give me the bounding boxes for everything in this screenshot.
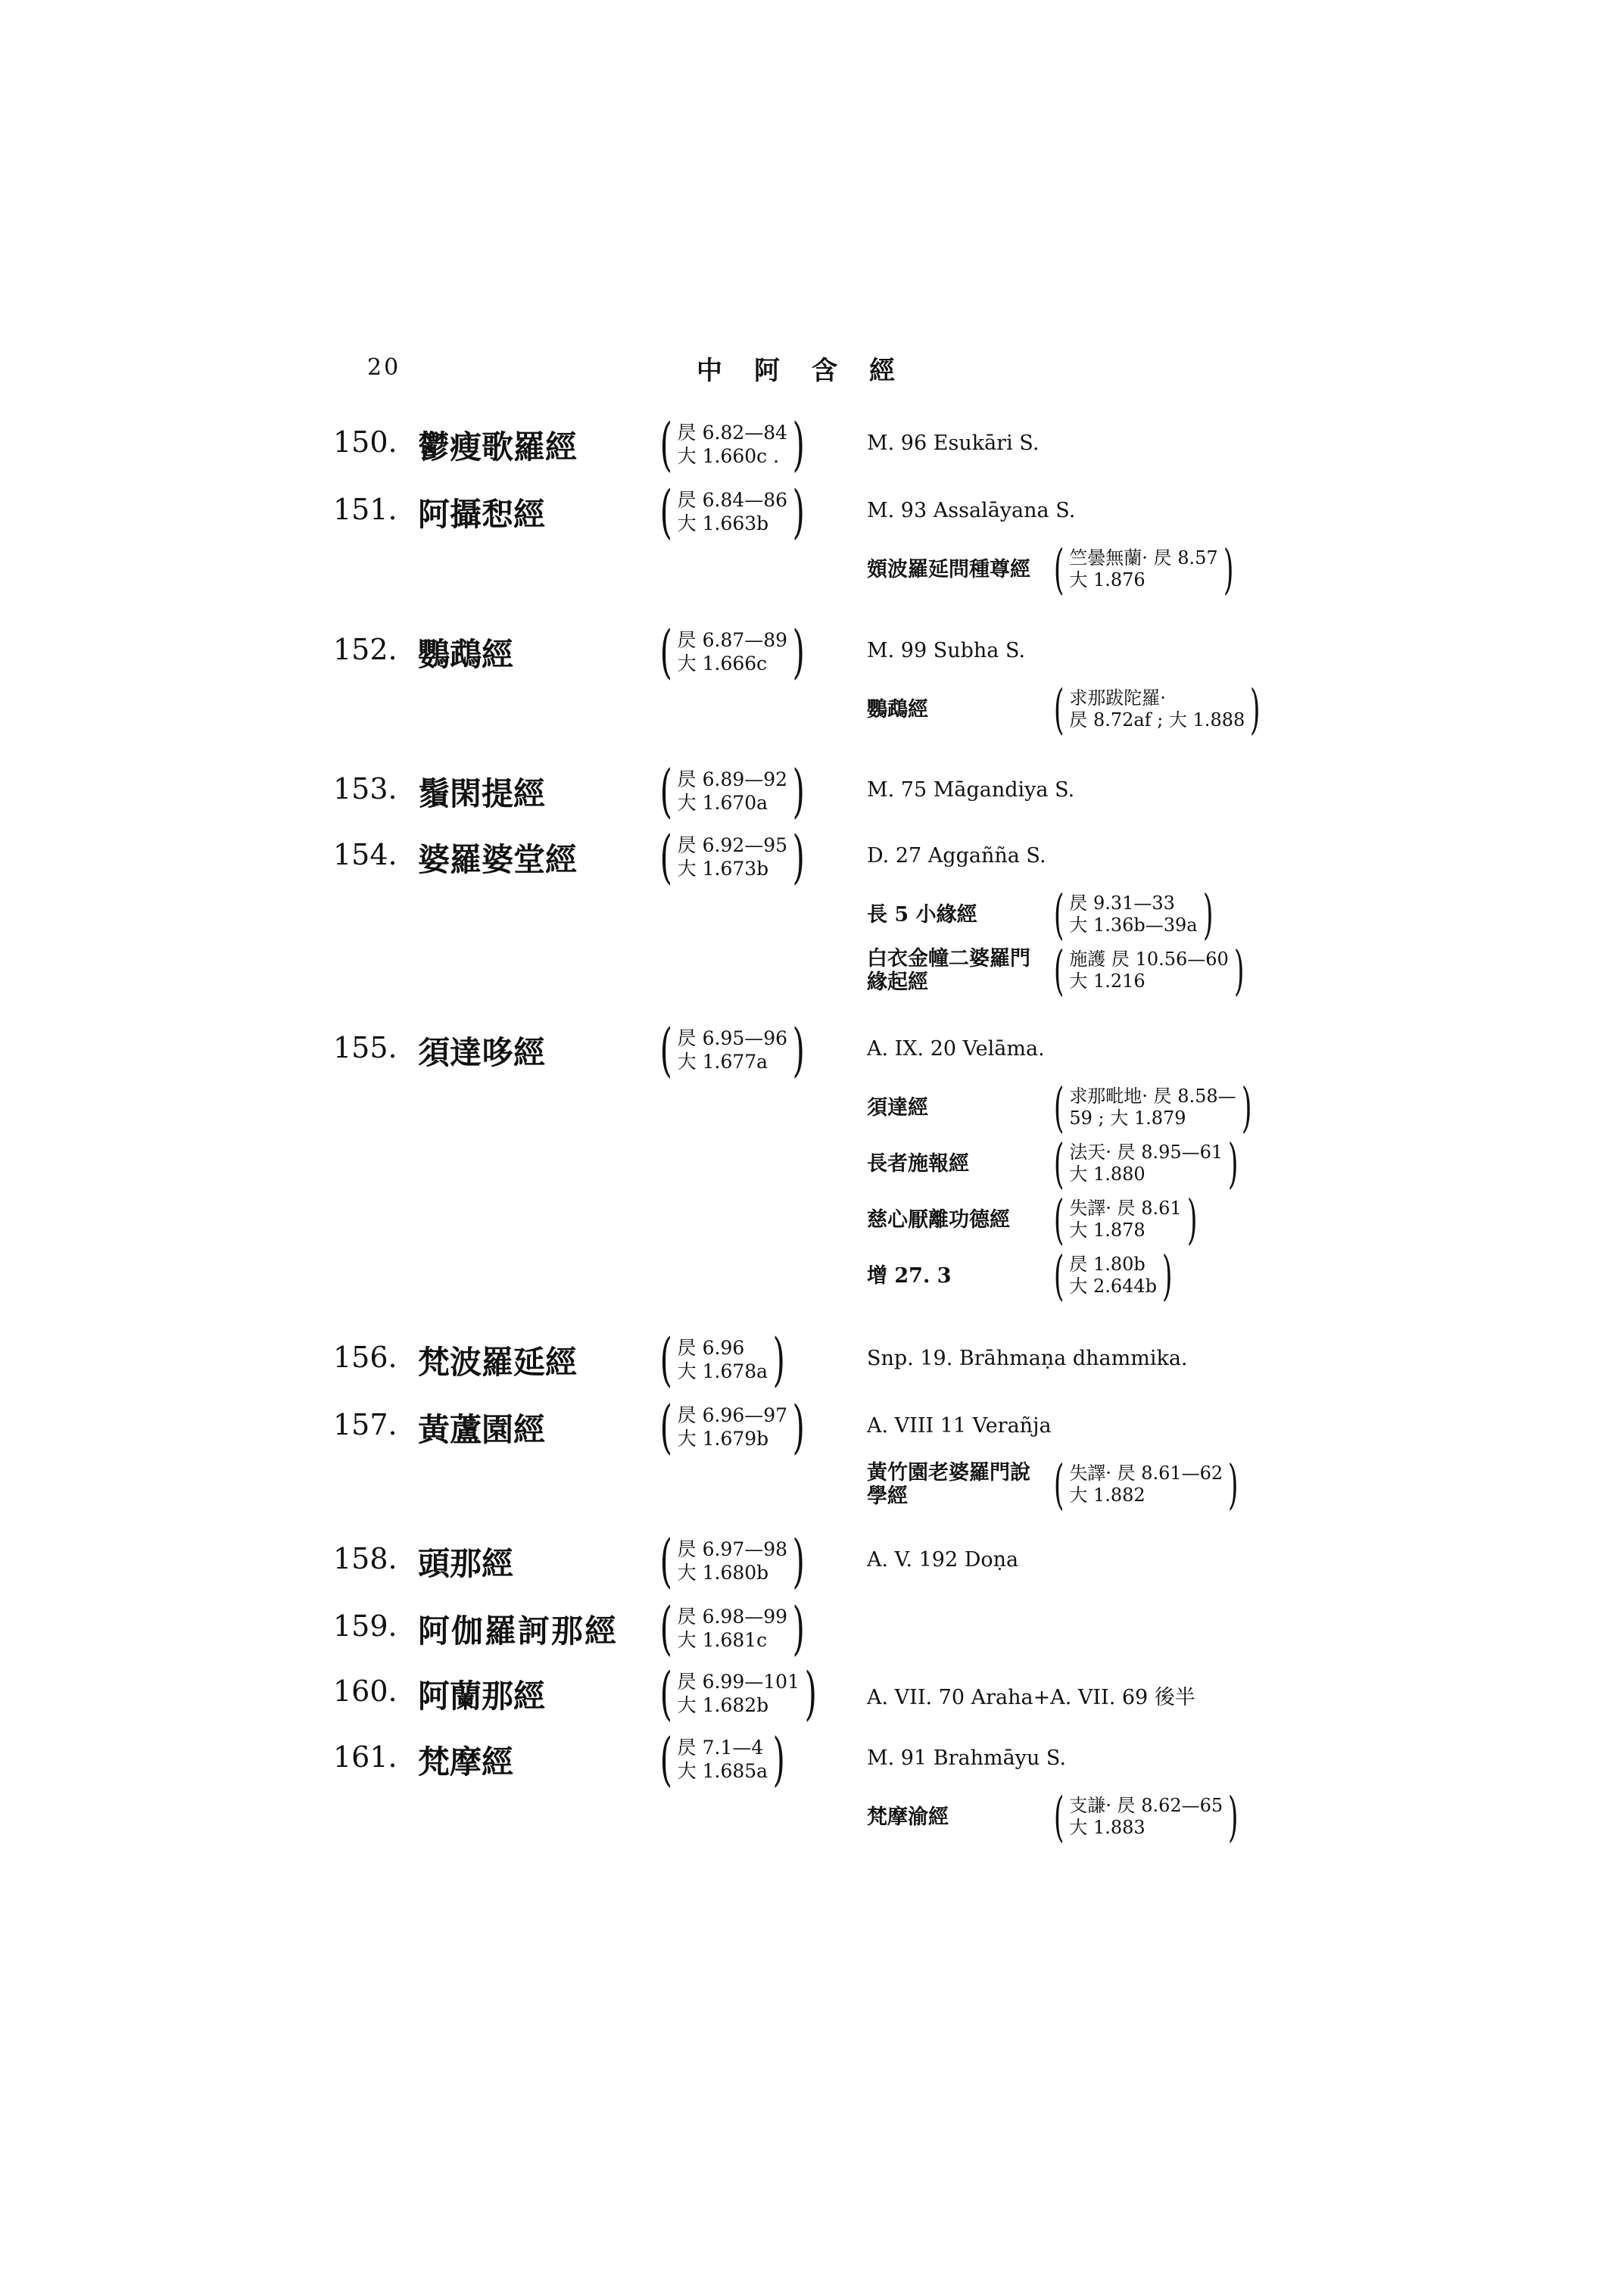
chinese-parallel: 黃竹園老婆羅門說學經 ( 失譯· 昃 8.61—62 大 1.882 ) [867, 1453, 1239, 1516]
ref-line: 失譯· 昃 8.61 [1069, 1198, 1182, 1219]
entry-number: 150. [333, 425, 397, 459]
ref-line: 大 1.880 [1069, 1164, 1146, 1185]
ref-line: 大 1.679b [677, 1428, 769, 1450]
parallel-title: 鸚鵡經 [867, 697, 928, 721]
entry-title: 頭那經 [418, 1545, 514, 1582]
entry-number: 158. [333, 1542, 397, 1575]
ref-line: 昃 7.1—4 [677, 1737, 764, 1759]
entry-references: ( 昃 6.99—101 大 1.682b ) [659, 1659, 817, 1727]
ref-line: 昃 6.95—96 [677, 1027, 788, 1049]
ref-line: 大 1.677a [677, 1051, 768, 1073]
sutra-entry [333, 1527, 1333, 1594]
parallel-title: 慈心厭離功德經 [867, 1207, 1010, 1232]
pali-parallel: A. IX. 20 Velāma. [867, 1037, 1045, 1061]
parallel-title: 長 5 小緣經 [867, 902, 977, 927]
pali-parallel: D. 27 Aggañña S. [867, 844, 1046, 868]
pali-parallel: M. 96 Esukāri S. [867, 431, 1040, 455]
parallel-title: 須達經 [867, 1095, 928, 1120]
entry-number: 154. [333, 838, 397, 871]
entry-main-row [333, 410, 1333, 478]
entry-references: ( 昃 6.82—84 大 1.660c . ) [659, 410, 806, 478]
entry-title: 須達哆經 [418, 1034, 546, 1071]
entry-main-row [333, 757, 1333, 824]
chinese-parallel: 須達經 ( 求那毗地· 昃 8.58— 59 ; 大 1.879 ) [867, 1076, 1252, 1139]
ref-line: 昃 6.82—84 [677, 422, 788, 444]
entry-references: ( 昃 6.96—97 大 1.679b ) [659, 1393, 806, 1460]
entry-title: 婆羅婆堂經 [418, 841, 578, 878]
entry-title: 阿伽羅訶那經 [418, 1612, 619, 1650]
entry-title: 黃蘆園經 [418, 1411, 546, 1448]
entry-references: ( 昃 7.1—4 大 1.685a ) [659, 1725, 786, 1793]
pali-parallel: M. 93 Assalāyana S. [867, 499, 1076, 522]
ref-line: 昃 8.72af ; 大 1.888 [1069, 709, 1245, 731]
entry-main-row [333, 823, 1333, 890]
ref-line: 支謙· 昃 8.62—65 [1069, 1795, 1223, 1816]
ref-line: 昃 6.98—99 [677, 1606, 788, 1628]
entry-number: 152. [333, 633, 397, 666]
entry-number: 159. [333, 1609, 397, 1643]
sutra-entry [333, 1725, 1333, 1848]
chinese-parallel: 慈心厭離功德經 ( 失譯· 昃 8.61 大 1.878 ) [867, 1189, 1198, 1251]
sutra-entry [333, 757, 1333, 824]
entry-title: 鬱瘦歌羅經 [418, 428, 578, 466]
ref-line: 求那毗地· 昃 8.58— [1069, 1086, 1236, 1107]
ref-line: 施護 昃 10.56—60 [1069, 949, 1229, 970]
entry-number: 161. [333, 1740, 397, 1774]
sutra-entry [333, 410, 1333, 478]
ref-line: 昃 6.96 [677, 1337, 745, 1359]
pali-parallel: A. VIII 11 Verañja [867, 1414, 1052, 1438]
sutra-entry [333, 1594, 1333, 1662]
pali-parallel: M. 75 Māgandiya S. [867, 778, 1075, 802]
entry-references: ( 昃 6.97—98 大 1.680b ) [659, 1527, 806, 1594]
ref-line: 昃 6.84—86 [677, 489, 788, 511]
chinese-parallel: 長 5 小緣經 ( 昃 9.31—33 大 1.36b—39a ) [867, 883, 1214, 946]
chinese-parallel: 頞波羅延問種尊經 ( 竺曇無蘭· 昃 8.57 大 1.876 ) [867, 538, 1234, 600]
parallel-title: 梵摩渝經 [867, 1805, 949, 1829]
ref-line: 大 1.678a [677, 1360, 768, 1382]
page-title: 中阿含經 [697, 356, 927, 386]
parallel-title: 頞波羅延問種尊經 [867, 557, 1030, 581]
entry-main-row [333, 1326, 1333, 1393]
entry-title: 鸚鵡經 [418, 636, 514, 673]
ref-line: 大 1.663b [677, 512, 769, 534]
entry-references: ( 昃 6.96 大 1.678a ) [659, 1326, 786, 1393]
entry-main-row [333, 1659, 1333, 1727]
entry-title: 鬚閑提經 [418, 775, 546, 812]
entry-references: ( 昃 6.89—92 大 1.670a ) [659, 757, 806, 824]
sutra-entry [333, 1659, 1333, 1727]
pali-parallel: A. VII. 70 Araha+A. VII. 69 後半 [867, 1686, 1195, 1709]
entry-main-row [333, 478, 1333, 545]
ref-line: 大 1.882 [1069, 1485, 1146, 1506]
entry-number: 151. [333, 493, 397, 526]
ref-line: 失譯· 昃 8.61—62 [1069, 1463, 1223, 1484]
ref-line: 大 1.685a [677, 1760, 768, 1782]
ref-line: 59 ; 大 1.879 [1069, 1108, 1186, 1129]
ref-line: 法天· 昃 8.95—61 [1069, 1142, 1223, 1163]
ref-line: 大 1.680b [677, 1562, 769, 1584]
ref-line: 昃 9.31—33 [1069, 893, 1175, 914]
ref-line: 昃 6.87—89 [677, 629, 788, 651]
ref-line: 大 1.670a [677, 792, 768, 814]
pali-parallel: A. V. 192 Doṇa [867, 1548, 1019, 1572]
entry-main-row [333, 1594, 1333, 1662]
sutra-entry [333, 1326, 1333, 1393]
entry-references: ( 昃 6.87—89 大 1.666c ) [659, 618, 806, 685]
sutra-entry [333, 1393, 1333, 1516]
ref-line: 大 1.660c . [677, 445, 780, 467]
ref-line: 大 2.644b [1069, 1276, 1158, 1297]
ref-line: 大 1.878 [1069, 1220, 1146, 1241]
entry-main-row [333, 618, 1333, 685]
entry-main-row [333, 1016, 1333, 1083]
sutra-entry [333, 478, 1333, 600]
ref-line: 昃 6.92—95 [677, 834, 788, 856]
pali-parallel: Snp. 19. Brāhmaṇa dhammika. [867, 1347, 1188, 1370]
chinese-parallel: 白衣金幢二婆羅門緣起經 ( 施護 昃 10.56—60 大 1.216 ) [867, 939, 1245, 1002]
entry-references: ( 昃 6.92—95 大 1.673b ) [659, 823, 806, 890]
entry-title: 梵波羅延經 [418, 1344, 578, 1381]
ref-line: 大 1.216 [1069, 970, 1146, 992]
parallel-title: 長者施報經 [867, 1151, 969, 1176]
parallel-title: 增 27. 3 [867, 1263, 952, 1288]
page-number: 20 [367, 354, 401, 381]
parallel-title: 白衣金幢二婆羅門緣起經 [867, 947, 1030, 994]
pali-parallel: M. 91 Brahmāyu S. [867, 1746, 1067, 1770]
sutra-entry [333, 1016, 1333, 1307]
sutra-entry [333, 823, 1333, 1002]
ref-line: 大 1.36b—39a [1069, 914, 1198, 936]
entry-main-row [333, 1725, 1333, 1793]
entry-title: 梵摩經 [418, 1743, 514, 1781]
ref-line: 大 1.876 [1069, 569, 1146, 590]
ref-line: 求那跋陀羅· [1069, 687, 1166, 709]
ref-line: 大 1.666c [677, 653, 768, 675]
chinese-parallel: 增 27. 3 ( 昃 1.80b 大 2.644b ) [867, 1245, 1173, 1307]
entry-references: ( 昃 6.95—96 大 1.677a ) [659, 1016, 806, 1083]
ref-line: 大 1.682b [677, 1694, 769, 1716]
ref-line: 昃 6.96—97 [677, 1404, 788, 1426]
entry-main-row [333, 1527, 1333, 1594]
chinese-parallel: 梵摩渝經 ( 支謙· 昃 8.62—65 大 1.883 ) [867, 1786, 1239, 1848]
ref-line: 大 1.681c [677, 1629, 768, 1651]
entry-title: 阿攝惒經 [418, 496, 546, 533]
chinese-parallel: 鸚鵡經 ( 求那跋陀羅· 昃 8.72af ; 大 1.888 ) [867, 678, 1261, 740]
entry-references: ( 昃 6.98—99 大 1.681c ) [659, 1594, 806, 1662]
ref-line: 昃 6.89—92 [677, 768, 788, 790]
entry-number: 160. [333, 1675, 397, 1708]
ref-line: 昃 6.97—98 [677, 1538, 788, 1560]
ref-line: 大 1.883 [1069, 1817, 1146, 1838]
entry-main-row [333, 1393, 1333, 1460]
ref-line: 昃 1.80b [1069, 1254, 1146, 1275]
ref-line: 昃 6.99—101 [677, 1671, 800, 1693]
entry-references: ( 昃 6.84—86 大 1.663b ) [659, 478, 806, 545]
sutra-entry [333, 618, 1333, 740]
entry-number: 157. [333, 1408, 397, 1441]
pali-parallel: M. 99 Subha S. [867, 639, 1026, 662]
ref-line: 大 1.673b [677, 858, 769, 880]
ref-line: 竺曇無蘭· 昃 8.57 [1069, 547, 1218, 569]
entry-title: 阿蘭那經 [418, 1678, 546, 1715]
entry-number: 153. [333, 772, 397, 805]
parallel-title: 黃竹園老婆羅門說學經 [867, 1461, 1030, 1508]
entry-number: 156. [333, 1341, 397, 1374]
chinese-parallel: 長者施報經 ( 法天· 昃 8.95—61 大 1.880 ) [867, 1132, 1239, 1195]
entry-number: 155. [333, 1031, 397, 1064]
